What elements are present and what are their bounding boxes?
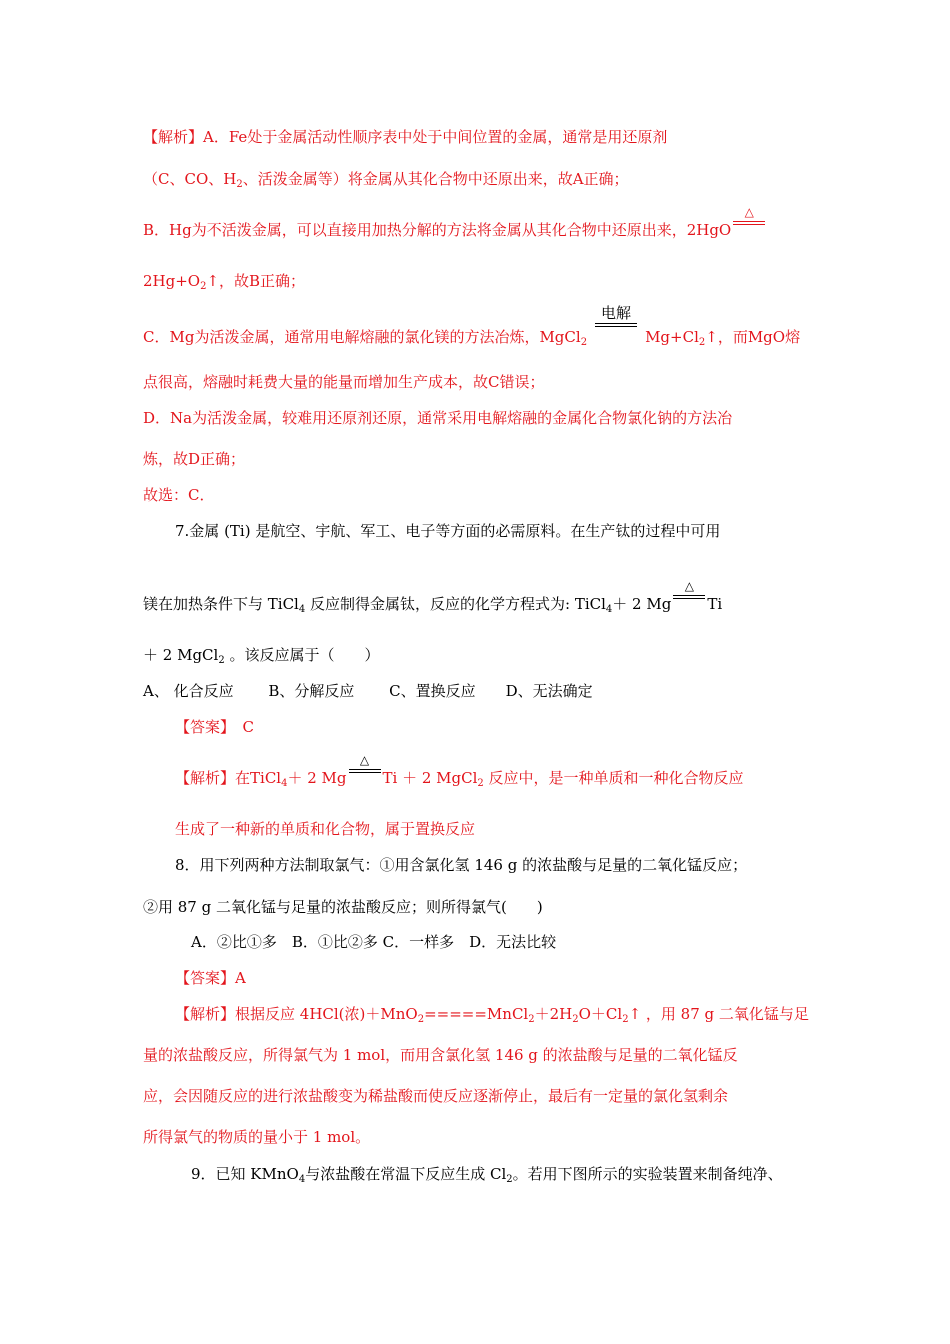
q7-options-text: A、 化合反应 B、分解反应 C、置换反应 D、无法确定: [143, 682, 593, 700]
q8-analysis-part: 量的浓盐酸反应，所得氯气为 1 mol，而用含氯化氢 146 g 的浓盐酸与足量的二氧化锰反: [143, 1046, 738, 1064]
answer-tag: 【答案】: [175, 718, 228, 736]
heat-triangle: △: [359, 753, 370, 767]
heat-triangle: △: [744, 205, 754, 219]
subscript: 2: [218, 655, 225, 666]
q8-answer: [175, 968, 246, 988]
q7-stem-line-2: [143, 579, 723, 615]
q8-analysis-part: ↑ ，用 87 g 二氧化锰与足: [628, 1005, 809, 1023]
q6-a-text-part: 、活泼金属等）将金属从其化合物中还原出来，故A正确；: [242, 170, 629, 188]
subscript: 4: [298, 1174, 306, 1185]
q9-stem-part: 。若用下图所示的实验装置来制备纯净、: [512, 1165, 783, 1183]
subscript: 2: [622, 1014, 629, 1025]
q7-options: [143, 681, 593, 701]
q8-stem-text: ②用 87 g 二氧化锰与足量的浓盐酸反应；则所得氯气( ): [143, 898, 543, 916]
q6-b-text-part: 2Hg+O: [143, 272, 201, 290]
q6-option-a-text: A．Fe处于金属活动性顺序表中处于中间位置的金属，通常是用还原剂: [203, 128, 668, 146]
q8-analysis-part: 根据反应 4HCl(浓)＋MnO: [235, 1005, 418, 1023]
q6-analysis-line-6: [143, 372, 544, 392]
subscript: 2: [572, 1014, 579, 1025]
q8-analysis-line-4: [143, 1127, 370, 1147]
q8-analysis-part: 应，会因随反应的进行浓盐酸变为稀盐酸而使反应逐渐停止，最后有一定量的氯化氢剩余: [143, 1087, 729, 1105]
q7-stem-part: ＋ 2 Mg: [612, 595, 672, 613]
q6-c-text-part: 点很高，熔融时耗费大量的能量而增加生产成本，故C错误；: [143, 373, 545, 391]
q7-analysis-part: ＋ 2 Mg: [287, 769, 347, 787]
q8-analysis-line-2: [143, 1045, 738, 1065]
answer-value: A: [235, 969, 246, 987]
q9-stem-part: 9．已知 KMnO: [191, 1165, 299, 1183]
q7-analysis-part: 生成了一种新的单质和化合物，属于置换反应: [175, 820, 476, 838]
electrolysis-condition-symbol: [593, 304, 639, 347]
q7-analysis-part: Ti ＋ 2 MgCl: [382, 769, 478, 787]
q6-analysis-line-4: [143, 271, 305, 291]
q6-choice-text: 故选：C．: [143, 486, 215, 504]
heat-triangle: △: [684, 579, 694, 593]
q8-analysis-part: 所得氯气的物质的量小于 1 mol。: [143, 1128, 371, 1146]
q6-analysis-line-2: [143, 169, 629, 189]
q7-stem-part: 。该反应属于（ ）: [224, 646, 380, 664]
q8-stem-line-1: [175, 855, 747, 875]
q7-analysis-part: 在TiCl: [235, 769, 282, 787]
q6-b-text-part: ↑，故B正确；: [206, 272, 306, 290]
q8-options: [191, 932, 556, 952]
subscript: 2: [528, 1014, 535, 1025]
q7-analysis-line-1: [175, 753, 744, 789]
subscript: 4: [605, 604, 613, 615]
q6-c-text-part: ↑，而MgO熔: [705, 328, 801, 346]
q6-analysis-tag: 【解析】: [143, 128, 204, 146]
subscript: 2: [580, 337, 588, 348]
subscript: 2: [236, 179, 243, 190]
heat-condition-symbol: [347, 753, 383, 788]
analysis-tag: 【解析】: [175, 769, 236, 787]
q7-stem-part: 反应制得金属钛，反应的化学方程式为: TiCl: [305, 595, 606, 613]
q6-analysis-line-3: [143, 205, 767, 240]
q6-analysis-line-5: [143, 304, 801, 348]
q8-analysis-line-3: [143, 1086, 728, 1106]
subscript: 2: [417, 1014, 425, 1025]
q6-analysis-line-7: [143, 408, 732, 428]
analysis-tag: 【解析】: [175, 1005, 236, 1023]
q7-stem-line-3: [143, 645, 379, 665]
subscript: 2: [698, 337, 706, 348]
q6-option-b-text: B．Hg为不活泼金属，可以直接用加热分解的方法将金属从其化合物中还原出来，2HgO: [143, 221, 732, 239]
q6-analysis-line-8: [143, 449, 245, 469]
q8-analysis-part: O＋Cl: [578, 1005, 623, 1023]
q6-analysis-line-1: [143, 127, 667, 147]
q9-stem-line-1: [191, 1164, 783, 1184]
q8-analysis-part: =====MnCl: [424, 1005, 529, 1023]
q8-options-text: A．②比①多 B．①比②多 C．一样多 D．无法比较: [191, 933, 557, 951]
q6-choice: [143, 485, 214, 505]
q7-stem-part: Ti: [707, 595, 723, 613]
q9-stem-part: 与浓盐酸在常温下反应生成 Cl: [305, 1165, 507, 1183]
answer-value: C: [227, 718, 254, 736]
subscript: 4: [281, 778, 288, 789]
subscript: 4: [298, 604, 306, 615]
q8-stem-line-2: [143, 897, 543, 917]
q7-stem-text: 7.金属 (Ti) 是航空、宇航、军工、电子等方面的必需原料。在生产钛的过程中可用: [175, 522, 721, 540]
q7-analysis-line-2: [175, 819, 475, 839]
q7-answer: [175, 717, 254, 737]
q7-stem-part: ＋ 2 MgCl: [143, 646, 219, 664]
q6-c-text-part: Mg+Cl: [645, 328, 699, 346]
q7-analysis-part: 反应中，是一种单质和一种化合物反应: [483, 769, 744, 787]
subscript: 2: [200, 281, 207, 292]
q6-d-text-part: 炼，故D正确；: [143, 450, 246, 468]
q6-option-d-text: D．Na为活泼金属，较难用还原剂还原，通常采用电解熔融的金属化合物氯化钠的方法冶: [143, 409, 733, 427]
subscript: 2: [506, 1174, 513, 1185]
q8-analysis-line-1: [175, 1004, 809, 1024]
q6-a-text-part: （C、CO、H: [143, 170, 237, 188]
q8-stem-text: 8．用下列两种方法制取氯气：①用含氯化氢 146 g 的浓盐酸与足量的二氧化锰反应；: [175, 856, 748, 874]
q7-stem-line-1: [175, 521, 720, 541]
answer-tag: 【答案】: [175, 969, 236, 987]
q8-analysis-part: ＋2H: [534, 1005, 573, 1023]
electrolysis-label: 电解: [601, 304, 632, 322]
q7-stem-part: 镁在加热条件下与 TiCl: [143, 595, 299, 613]
heat-condition-symbol: [731, 205, 767, 240]
subscript: 2: [477, 778, 484, 789]
heat-condition-symbol: [671, 579, 707, 614]
q6-option-c-text: C．Mg为活泼金属，通常用电解熔融的氯化镁的方法冶炼，MgCl: [143, 328, 581, 346]
